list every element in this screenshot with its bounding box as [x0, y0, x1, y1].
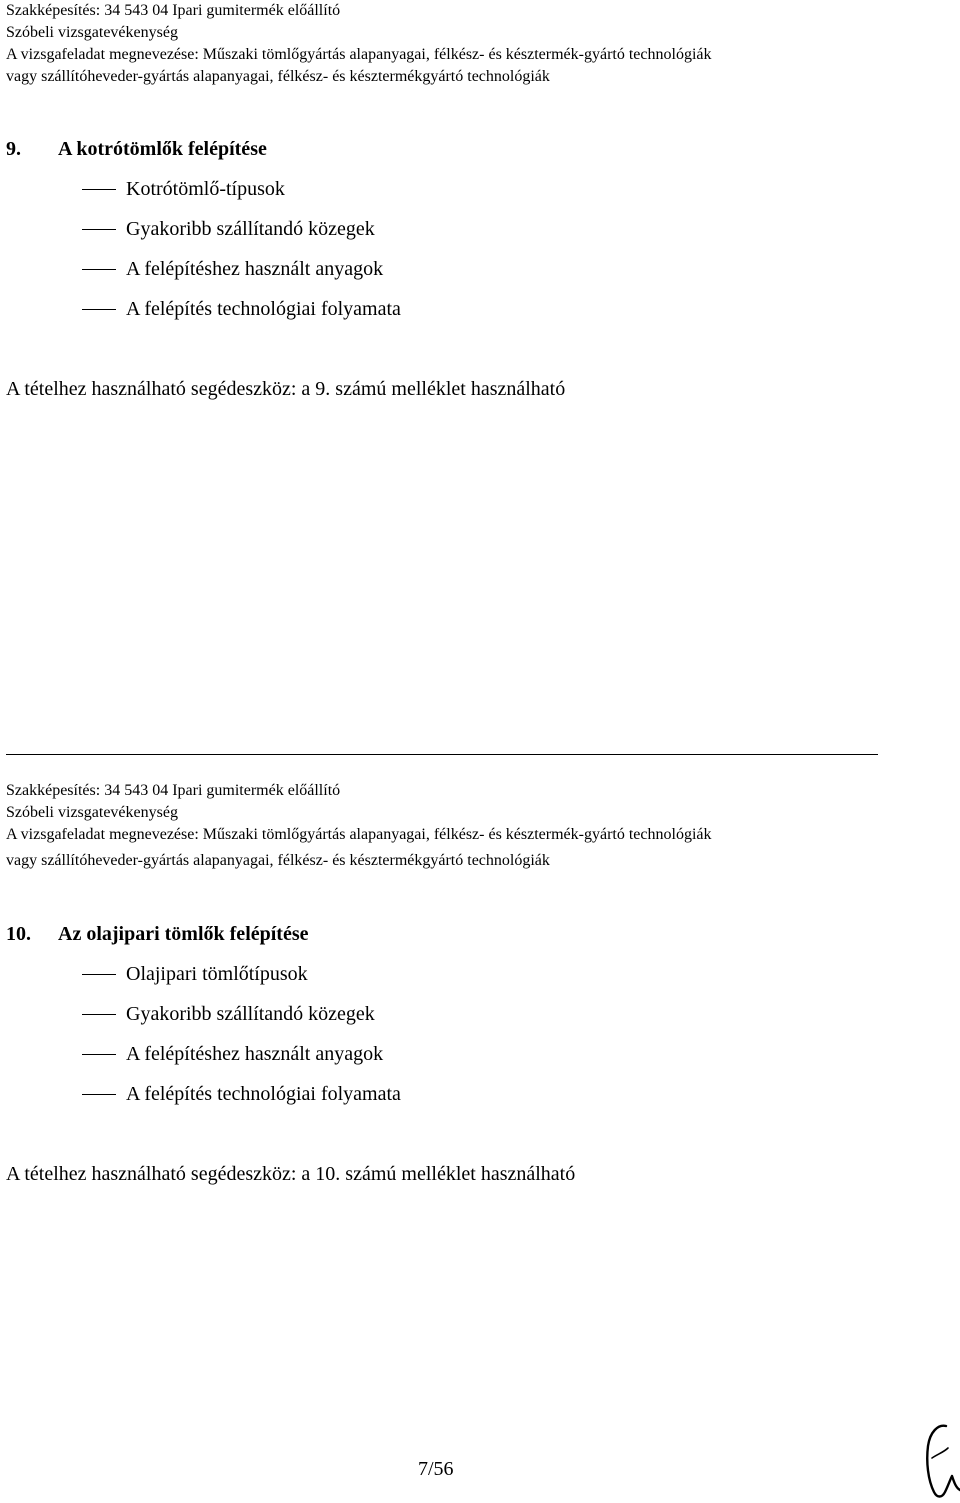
- dash-bullet: [82, 189, 116, 190]
- header-exam-type: Szóbeli vizsgatevékenység: [6, 24, 178, 41]
- dash-bullet: [82, 1054, 116, 1055]
- header-task-name-cont: vagy szállítóheveder-gyártás alapanyagai, félkész- és késztermékgyártó technológiák: [6, 852, 550, 869]
- header-task-name-cont: vagy szállítóheveder-gyártás alapanyagai, félkész- és késztermékgyártó technológiák: [6, 68, 550, 85]
- section-10-heading: [6, 921, 309, 947]
- signature-mark: [918, 1418, 960, 1500]
- section-9-item-2: Gyakoribb szállítandó közegek: [126, 218, 375, 240]
- section-9-number: 9.: [6, 138, 21, 160]
- section-10-item-3: A felépítéshez használt anyagok: [126, 1043, 384, 1065]
- section-9-title: A kotrótömlők felépítése: [58, 138, 267, 160]
- section-9-item-3: A felépítéshez használt anyagok: [126, 258, 384, 280]
- section-9-heading: [6, 136, 267, 162]
- header-qualification: Szakképesítés: 34 543 04 Ipari gumitermék előállító: [6, 782, 341, 799]
- header-exam-type: Szóbeli vizsgatevékenység: [6, 804, 178, 821]
- dash-bullet: [82, 309, 116, 310]
- dash-bullet: [82, 229, 116, 230]
- section-9-item-4: A felépítés technológiai folyamata: [126, 298, 401, 320]
- dash-bullet: [82, 1014, 116, 1015]
- header-qualification: Szakképesítés: 34 543 04 Ipari gumitermék előállító: [6, 2, 341, 19]
- section-10-aid: A tételhez használható segédeszköz: a 10. számú melléklet használható: [6, 1163, 576, 1185]
- dash-bullet: [82, 269, 116, 270]
- header-task-name: A vizsgafeladat megnevezése: Műszaki tömlőgyártás alapanyagai, félkész- és késztermék-gyártó technológiák: [6, 46, 712, 63]
- page-number: 7/56: [418, 1458, 454, 1480]
- section-10-item-2: Gyakoribb szállítandó közegek: [126, 1003, 375, 1025]
- section-10-number: 10.: [6, 923, 31, 945]
- section-10-item-1: Olajipari tömlőtípusok: [126, 963, 308, 985]
- section-9-aid: A tételhez használható segédeszköz: a 9. számú melléklet használható: [6, 378, 566, 400]
- dash-bullet: [82, 1094, 116, 1095]
- section-9-item-1: Kotrótömlő-típusok: [126, 178, 285, 200]
- section-10-title: Az olajipari tömlők felépítése: [58, 923, 309, 945]
- dash-bullet: [82, 974, 116, 975]
- section-10-item-4: A felépítés technológiai folyamata: [126, 1083, 401, 1105]
- header-task-name: A vizsgafeladat megnevezése: Műszaki tömlőgyártás alapanyagai, félkész- és késztermék-gyártó technológiák: [6, 826, 712, 843]
- page-divider: [6, 754, 878, 755]
